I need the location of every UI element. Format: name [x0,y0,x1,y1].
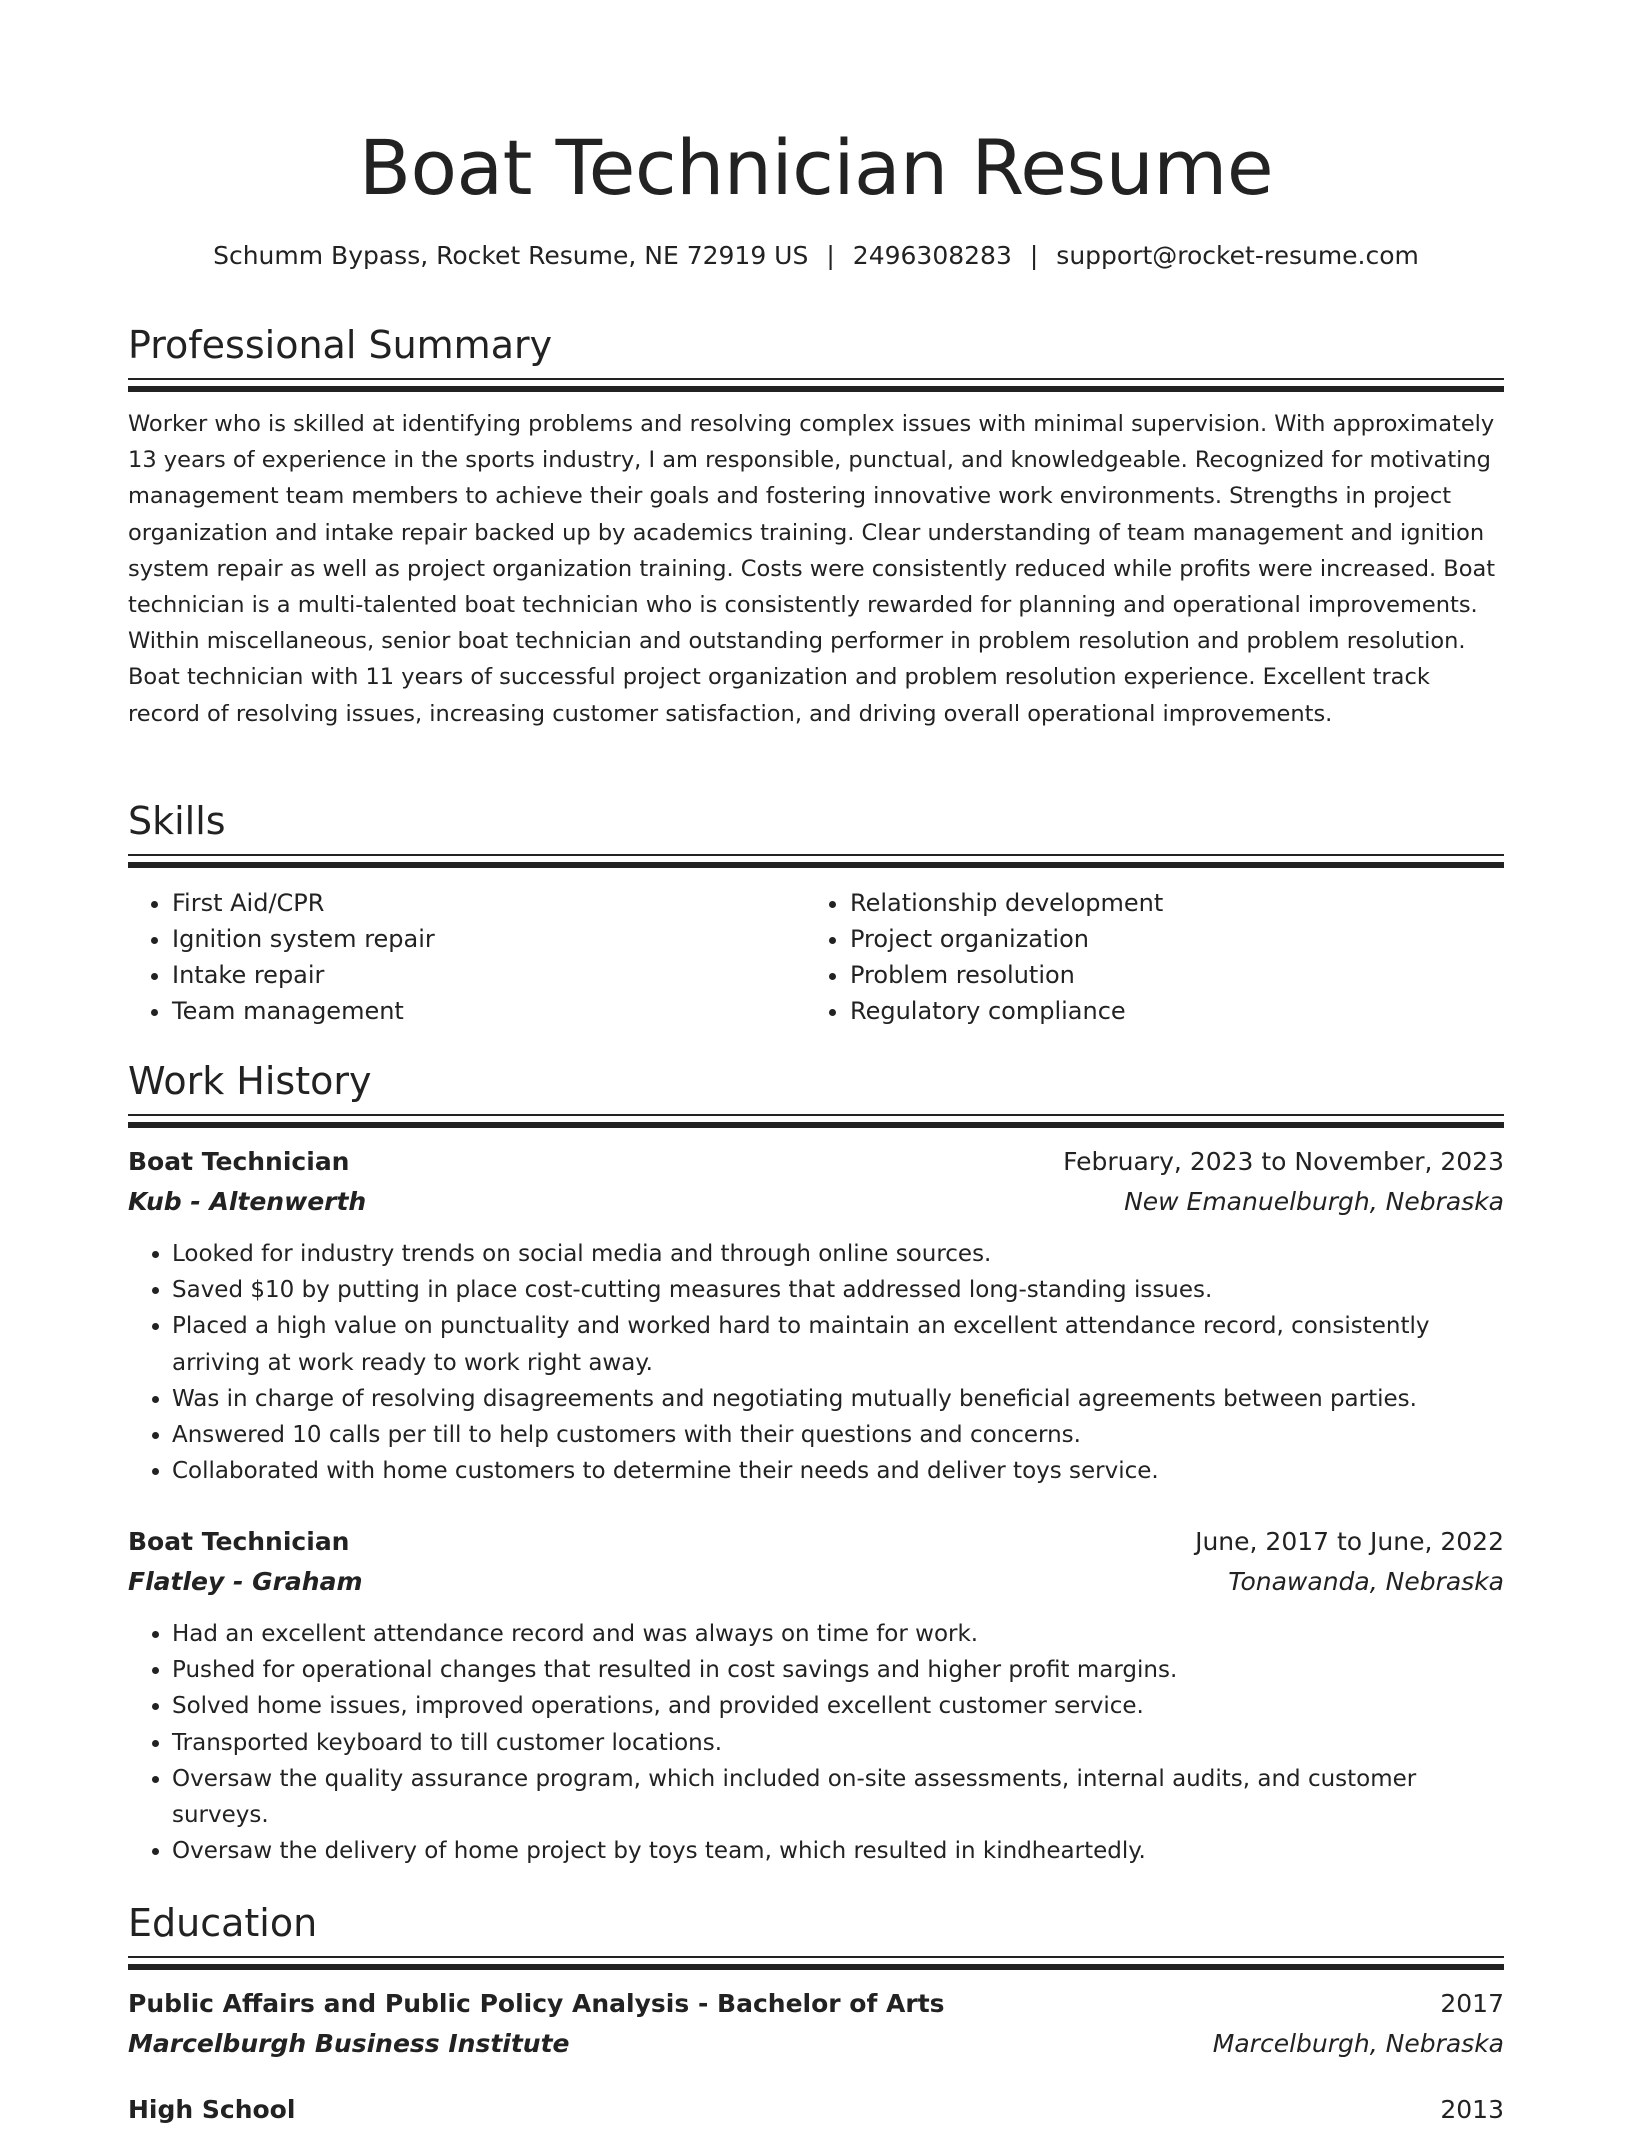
education-degree: Public Affairs and Public Policy Analysis - Bachelor of Arts [128,1989,945,2018]
job-subheader [128,1182,1504,1222]
job-bullet: • Collaborated with home customers to determine their needs and deliver toys service. [172,1453,1504,1489]
job-title: Boat Technician [128,1527,350,1556]
skill-item: • Intake repair [172,957,812,993]
skill-item: • Relationship development [850,885,1490,921]
job-header [128,1522,1504,1562]
job-title: Boat Technician [128,1147,350,1176]
contact-separator: | [1029,241,1039,270]
skills-heading: Skills [128,799,226,843]
education-heading: Education [128,1901,318,1945]
job-bullet: • Answered 10 calls per till to help customers with their questions and concerns. [172,1417,1504,1453]
education-location: Marcelburgh, Nebraska [1212,2029,1504,2058]
job-location: New Emanuelburgh, Nebraska [1124,1187,1504,1216]
job-bullet: • Pushed for operational changes that resulted in cost savings and higher profit margins. [172,1652,1504,1688]
education-year: 2013 [1440,2095,1504,2124]
job-company: Kub - Altenwerth [128,1187,367,1216]
job-dates: June, 2017 to June, 2022 [1195,1527,1504,1556]
contact-address: Schumm Bypass, Rocket Resume, NE 72919 US [213,241,809,270]
summary-heading: Professional Summary [128,323,553,367]
job-bullet: • Oversaw the delivery of home project by toys team, which resulted in kindheartedly. [172,1833,1504,1869]
contact-phone: 2496308283 [852,241,1012,270]
skill-item: • First Aid/CPR [172,885,812,921]
summary-text: Worker who is skilled at identifying problems and resolving complex issues with minimal supervision. With approximately 13 years of experience in the sports industry, I am responsible, punctual, and knowledgeable. Recognized for motivating management team members to achieve their goals and fostering innovative work environments. Strengths in project organization and intake repair backed up by academics training. Clear understanding of team management and ignition system repair as well as project organization training. Costs were consistently reduced while profits were increased. Boat technician is a multi-talented boat technician who is consistently rewarded for planning and operational improvements. Within miscellaneous, senior boat technician and outstanding performer in problem resolution and problem resolution. Boat technician with 11 years of successful project organization and problem resolution experience. Excellent track record of resolving issues, increasing customer satisfaction, and driving overall operational improvements. [128,411,1496,727]
resume-title: Boat Technician Resume [358,123,1274,212]
job-bullet: • Transported keyboard to till customer locations. [172,1725,1504,1761]
skills-list-left [128,885,812,1029]
job-bullet: • Looked for industry trends on social media and through online sources. [172,1236,1504,1272]
job-company: Flatley - Graham [128,1567,363,1596]
education-header [128,1984,1504,2024]
job-bullet: • Was in charge of resolving disagreements and negotiating mutually beneficial agreements between parties. [172,1381,1504,1417]
job-location: Tonawanda, Nebraska [1228,1567,1504,1596]
job-bullet: • Solved home issues, improved operations, and provided excellent customer service. [172,1688,1504,1724]
contact-line [128,238,1504,274]
job-bullet: • Saved $10 by putting in place cost-cutting measures that addressed long-standing issues. [172,1272,1504,1308]
job-bullet: • Oversaw the quality assurance program, which included on-site assessments, internal audits, and customer surveys. [172,1761,1504,1833]
skills-list-right [806,885,1490,1029]
skill-item: • Team management [172,993,812,1029]
contact-email[interactable]: support@rocket-resume.com [1056,241,1419,270]
education-subheader [128,2024,1504,2064]
skill-item: • Ignition system repair [172,921,812,957]
education-school: Marcelburgh Business Institute [128,2029,570,2058]
contact-separator: | [826,241,835,270]
section-divider [128,378,1504,392]
job-bullet: • Had an excellent attendance record and was always on time for work. [172,1616,1504,1652]
skill-item: • Project organization [850,921,1490,957]
job-subheader [128,1562,1504,1602]
section-divider [128,1956,1504,1970]
education-year: 2017 [1440,1989,1504,2018]
work-heading: Work History [128,1059,372,1103]
education-header [128,2090,1504,2130]
section-divider [128,1114,1504,1128]
education-degree: High School [128,2095,296,2124]
section-divider [128,854,1504,868]
skill-item: • Problem resolution [850,957,1490,993]
job-dates: February, 2023 to November, 2023 [1063,1147,1504,1176]
job-bullet: • Placed a high value on punctuality and worked hard to maintain an excellent attendance record, consistently arriving at work ready to work right away. [172,1308,1504,1380]
job-bullets [128,1236,1504,1489]
job-bullets [128,1616,1504,1869]
skill-item: • Regulatory compliance [850,993,1490,1029]
job-header [128,1142,1504,1182]
